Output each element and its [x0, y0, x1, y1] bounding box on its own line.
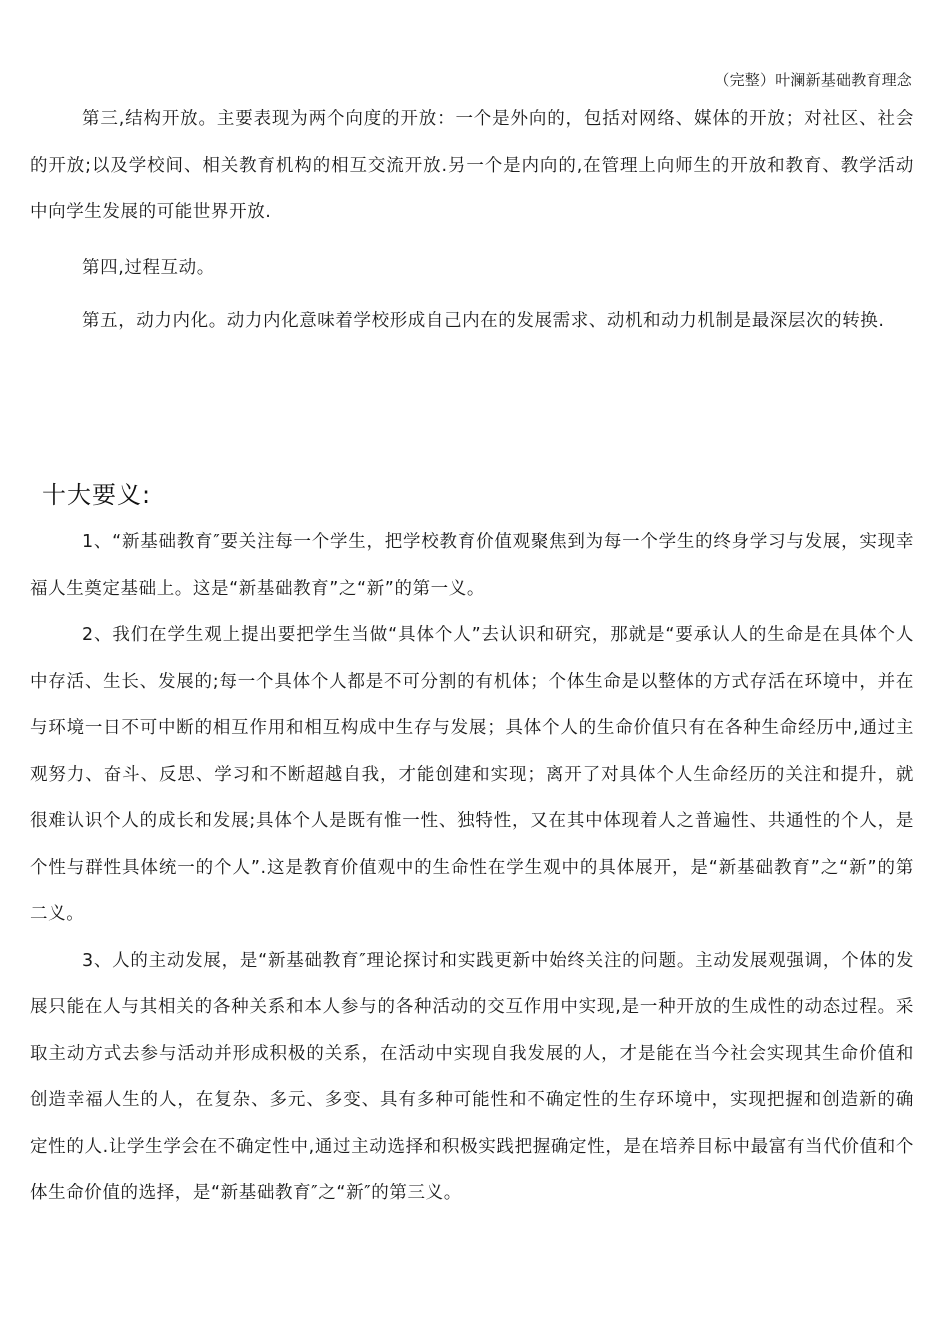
list-item: 3、人的主动发展，是“新基础教育″理论探讨和实践更新中始终关注的问题。主动发展观强调，个体的发展只能在人与其相关的各种关系和本人参与的各种活动的交互作用中实现,是一种开放的生成性的动态过程。采取主动方式去参与活动并形成积极的关系，在活动中实现自我发展的人，才是能在当今社会实现其生命价值和创造幸福人生的人，在复杂、多元、多变、具有多种可能性和不确定性的生存环境中，实现把握和创造新的确定性的人.让学生学会在不确定性中,通过主动选择和积极实践把握确定性，是在培养目标中最富有当代价值和个体生命价值的选择，是“新基础教育″之“新″的第三义。: [30, 950, 914, 1203]
section-title-ten-principles: 十大要义:: [42, 481, 152, 509]
paragraph-text: 第三,结构开放。主要表现为两个向度的开放：一个是外向的，包括对网络、媒体的开放；对社区、社会的开放;以及学校间、相关教育机构的相互交流开放.另一个是内向的,在管理上向师生的开放和教育、教学活动中向学生发展的可能世界开放.: [30, 109, 914, 222]
paragraph-text: 第四,过程互动。: [82, 258, 215, 278]
running-header-title: （完整）叶澜新基础教育理念: [714, 71, 912, 89]
paragraph-structure-openness: [30, 96, 914, 236]
paragraph-process-interaction: [30, 245, 914, 292]
principles-list: [30, 519, 914, 1217]
list-item: 1、“新基础教育″要关注每一个学生，把学校教育价值观聚焦到为每一个学生的终身学习与发展，实现幸福人生奠定基础上。这是“新基础教育”之“新”的第一义。: [30, 532, 914, 599]
list-item: 2、我们在学生观上提出要把学生当做“具体个人”去认识和研究，那就是“要承认人的生命是在具体个人中存活、生长、发展的;每一个具体个人都是不可分割的有机体；个体生命是以整体的方式存活在环境中，并在与环境一日不可中断的相互作用和相互构成中生存与发展；具体个人的生命价值只有在各种生命经历中,通过主观努力、奋斗、反思、学习和不断超越自我，才能创建和实现；离开了对具体个人生命经历的关注和提升，就很难认识个人的成长和发展;具体个人是既有惟一性、独特性，又在其中体现着人之普遍性、共通性的个人，是个性与群性具体统一的个人”.这是教育价值观中的生命性在学生观中的具体展开，是“新基础教育”之“新”的第二义。: [30, 625, 914, 924]
paragraph-dynamic-internalization: [30, 298, 914, 345]
paragraph-text: 第五，动力内化。动力内化意味着学校形成自己内在的发展需求、动机和动力机制是最深层次的转换.: [82, 311, 885, 331]
